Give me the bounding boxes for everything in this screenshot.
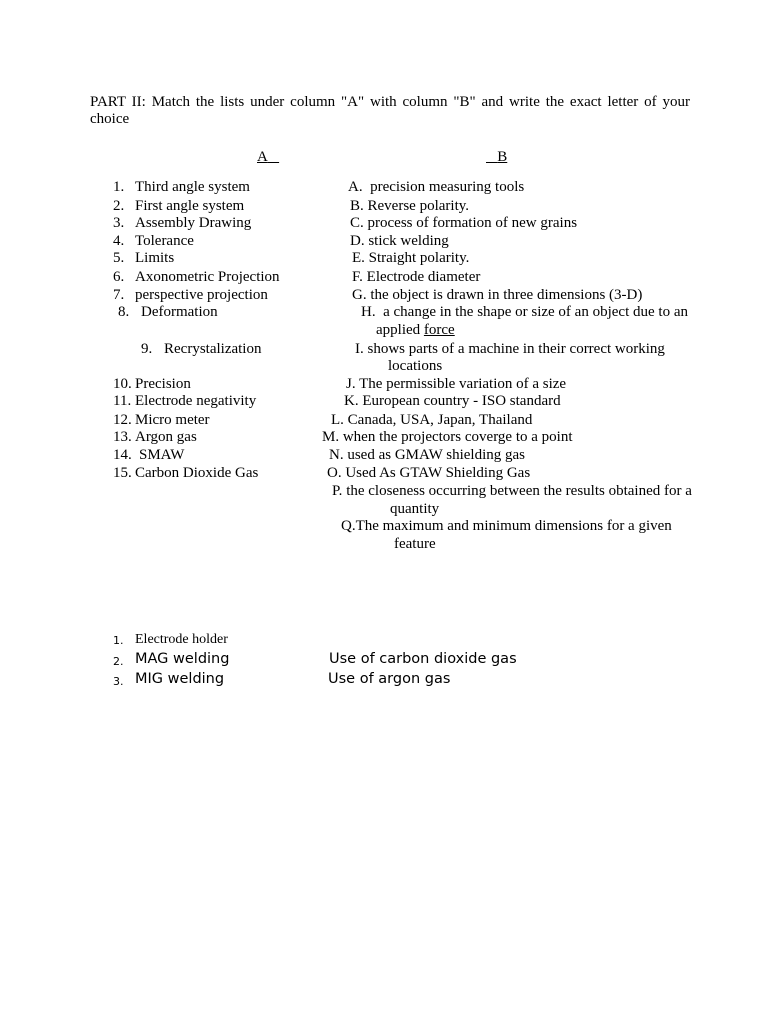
list-item-bF [352,268,480,286]
item-text: used as GMAW shielding gas [347,447,526,463]
item-number: 14. [113,447,132,463]
item-text: Canada, USA, Japan, Thailand [347,412,533,428]
list-item-bI-cont: locations [388,358,443,374]
item-text: European country - ISO standard [362,393,561,409]
item-text: Carbon Dioxide Gas [135,465,259,481]
item-number: 15. [113,465,132,481]
item-text: Precision [135,376,191,392]
item-number: 1. [113,634,124,647]
item-text: Straight polarity. [368,250,470,266]
item-letter: A. [348,179,363,195]
item-letter: K. [344,393,359,409]
item-letter: G. [352,287,367,303]
item-text: Argon gas [135,429,197,445]
item-number: 10. [113,376,132,392]
list-item-bJ [346,375,566,393]
list-item-bO [327,464,530,482]
item-text: Micro meter [135,412,210,428]
item-letter: H. [361,304,376,320]
list-item-bD [350,232,449,250]
item-number: 11. [113,393,132,409]
item-text: Reverse polarity. [367,198,470,214]
list-item-bB [350,197,469,215]
list-item-bC [350,214,577,232]
list-item-bE [352,249,469,267]
item-b-text: Use of argon gas [328,671,451,687]
item-text: Tolerance [135,233,194,249]
item-letter: P. [332,483,343,499]
item-text: Assembly Drawing [135,215,252,231]
item-text: Limits [135,250,175,266]
item-text: the object is drawn in three dimensions (3-D) [370,287,643,303]
item-letter: I. [355,341,364,357]
list-item-bP-cont: quantity [390,501,440,517]
item-number: 3. [113,675,124,688]
item-number: 2. [113,198,125,214]
item-number: 12. [113,412,132,428]
item-text: Used As GTAW Shielding Gas [345,465,531,481]
item-text: Electrode negativity [135,393,257,409]
item-text: SMAW [139,447,185,463]
list-item-bK [344,392,561,410]
column-a-header-text: A [257,149,268,165]
item-text: First angle system [135,198,245,214]
item-text: Electrode holder [135,632,228,647]
item-number: 7. [113,287,125,303]
item-text: Third angle system [135,179,250,195]
item-text: Axonometric Projection [135,269,280,285]
force-link[interactable]: force [423,322,455,338]
item-text: when the projectors coverge to a point [342,429,573,445]
item-number: 3. [113,215,125,231]
list-item-bL [331,411,532,429]
item-text: process of formation of new grains [367,215,578,231]
list-item-bN [329,446,525,464]
item-text-cont: applied [376,322,424,338]
item-text: shows parts of a machine in their correct working [367,341,665,357]
item-number: 8. [118,304,130,320]
item-text: MAG welding [135,651,230,667]
item-letter: Q. [341,518,356,534]
item-text: The maximum and minimum dimensions for a given [355,518,672,534]
item-letter: M. [322,429,340,445]
item-text: Deformation [141,304,218,320]
item-number: 2. [113,655,124,668]
item-letter: C. [350,215,364,231]
item-letter: E. [352,250,365,266]
list-item-bP [332,482,692,500]
item-text: Electrode diameter [366,269,481,285]
item-letter: O. [327,465,342,481]
item-text: MIG welding [135,671,225,687]
list-item-bH-cont [376,321,455,339]
list-item-bH [361,303,688,321]
list-item-bQ [341,517,672,535]
column-b-header [486,148,507,166]
item-text: The permissible variation of a size [359,376,567,392]
item-number: 6. [113,269,125,285]
item-text: Recrystalization [164,341,262,357]
item-number: 13. [113,429,132,445]
item-text: precision measuring tools [370,179,525,195]
item-text: stick welding [368,233,449,249]
item-number: 4. [113,233,125,249]
list-item-bA [348,178,524,196]
item-b-text: Use of carbon dioxide gas [329,651,517,667]
item-letter: B. [350,198,364,214]
item-letter: D. [350,233,365,249]
item-text: a change in the shape or size of an object due to an [383,304,688,320]
item-text: perspective projection [135,287,268,303]
item-number: 9. [141,341,153,357]
item-letter: F. [352,269,363,285]
intro-paragraph: PART II: Match the lists under column "A" with column "B" and write the exact letter of your choice [90,94,690,127]
column-b-header-text: B [497,149,508,165]
list-item-bG [352,286,642,304]
list-item-bI [355,340,665,358]
item-letter: J. [346,376,356,392]
item-letter: N. [329,447,344,463]
item-number: 1. [113,179,125,195]
item-number: 5. [113,250,125,266]
column-a-header [257,148,279,166]
item-text: the closeness occurring between the results obtained for a [346,483,692,499]
item-letter: L. [331,412,344,428]
list-item-bQ-cont: feature [394,536,436,552]
list-item-bM [322,428,573,446]
